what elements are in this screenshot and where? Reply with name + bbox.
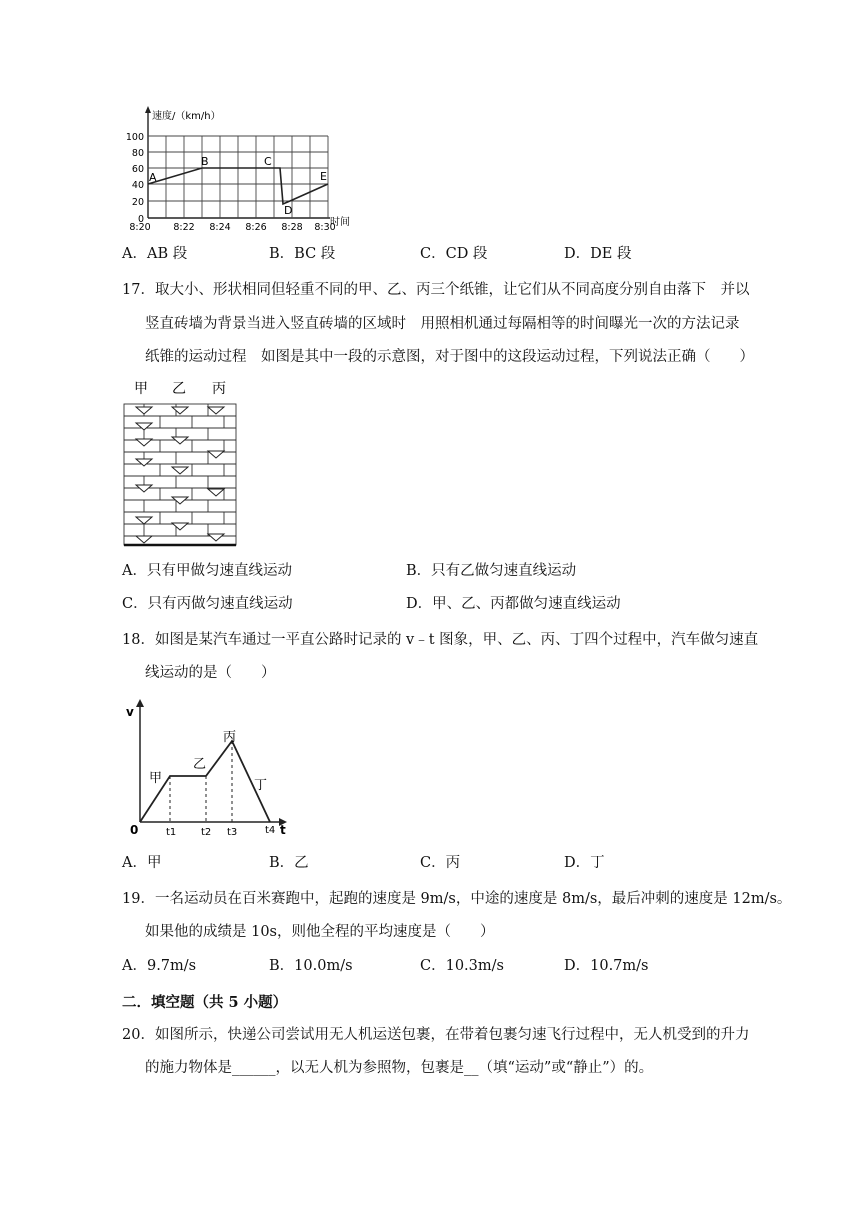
- t4-label: t4: [265, 825, 276, 836]
- q16-option-b[interactable]: B．BC 段: [269, 246, 336, 262]
- q20-stem-line: 20．如图所示，快递公司尝试用无人机运送包裹，在带着包裹匀速飞行过程中，无人机受到的升力: [122, 1027, 750, 1043]
- stage-label-ding: 丁: [254, 778, 268, 793]
- v-axis-label: v: [126, 705, 134, 719]
- q20-stem-line: 的施力物体是______，以无人机为参照物，包裹是__（填“运动”或“静止”）的。: [145, 1060, 654, 1076]
- stage-label-jia: 甲: [149, 771, 163, 786]
- q18-stem-line: 线运动的是（ ）: [145, 665, 276, 681]
- point-label: A: [149, 171, 157, 184]
- q19-stem-line: 19．一名运动员在百米赛跑中，起跑的速度是 9m/s，中途的速度是 8m/s，最后冲刺的速度是 12m/s。: [122, 891, 792, 907]
- q17-stem-line: 17．取大小、形状相同但轻重不同的甲、乙、丙三个纸锥，让它们从不同高度分别自由落下 并以: [122, 282, 750, 298]
- q17-stem-line: 纸锥的运动过程 如图是其中一段的示意图，对于图中的这段运动过程，下列说法正确（ ）: [145, 349, 754, 365]
- t-axis-label: t: [280, 823, 286, 837]
- point-label: B: [201, 155, 209, 168]
- ytick: 0: [137, 214, 144, 225]
- brick-wall-figure: [120, 378, 242, 550]
- t1-label: t1: [166, 827, 177, 838]
- q18-option-a[interactable]: A．甲: [122, 855, 162, 871]
- q16-option-a[interactable]: A．AB 段: [122, 246, 188, 262]
- cone-label-yi: 乙: [172, 381, 186, 397]
- ytick: 60: [131, 164, 144, 175]
- ytick: 80: [131, 148, 144, 159]
- fig16-ylabel: 速度/（km/h）: [152, 111, 221, 122]
- point-label: E: [320, 170, 327, 183]
- ytick: 40: [131, 180, 144, 191]
- speed-time-figure: [118, 100, 358, 235]
- q16-option-c[interactable]: C．CD 段: [420, 246, 488, 262]
- q17-option-b[interactable]: B．只有乙做匀速直线运动: [406, 563, 577, 579]
- cone-label-jia: 甲: [134, 381, 148, 397]
- q17-option-d[interactable]: D．甲、乙、丙都做匀速直线运动: [406, 596, 621, 612]
- xtick: 8:22: [173, 222, 195, 233]
- stage-label-bing: 丙: [223, 730, 237, 745]
- q18-option-c[interactable]: C．丙: [420, 855, 461, 871]
- cone-label-bing: 丙: [212, 381, 226, 397]
- q17-option-a[interactable]: A．只有甲做匀速直线运动: [122, 563, 292, 579]
- origin-label: 0: [130, 823, 139, 837]
- t2-label: t2: [201, 827, 212, 838]
- q19-option-c[interactable]: C．10.3m/s: [420, 958, 504, 974]
- point-label: C: [264, 155, 272, 168]
- q17-stem-line: 竖直砖墙为背景当进入竖直砖墙的区域时 用照相机通过每隔相等的时间曝光一次的方法记录: [145, 316, 740, 332]
- q18-stem-line: 18．如图是某汽车通过一平直公路时记录的 v﹣t 图象，甲、乙、丙、丁四个过程中，汽车做匀速直: [122, 632, 759, 648]
- q19-option-d[interactable]: D．10.7m/s: [564, 958, 649, 974]
- ytick: 100: [125, 132, 144, 143]
- fig16-xlabel: 时间: [330, 217, 350, 228]
- xtick: 8:20: [129, 222, 151, 233]
- q19-option-b[interactable]: B．10.0m/s: [269, 958, 353, 974]
- q19-option-a[interactable]: A．9.7m/s: [122, 958, 197, 974]
- point-label: D: [284, 204, 293, 217]
- t3-label: t3: [227, 827, 238, 838]
- q18-option-b[interactable]: B．乙: [269, 855, 309, 871]
- xtick: 8:28: [281, 222, 303, 233]
- q16-option-d[interactable]: D．DE 段: [564, 246, 632, 262]
- section-title: 二．填空题（共 5 小题）: [122, 994, 288, 1011]
- q17-option-c[interactable]: C．只有丙做匀速直线运动: [122, 596, 293, 612]
- xtick: 8:26: [245, 222, 267, 233]
- v-t-figure: [122, 694, 297, 840]
- stage-label-yi: 乙: [193, 757, 207, 772]
- xtick: 8:24: [209, 222, 231, 233]
- ytick: 20: [131, 197, 144, 208]
- xtick: 8:30: [314, 222, 336, 233]
- q19-stem-line: 如果他的成绩是 10s，则他全程的平均速度是（ ）: [145, 924, 495, 940]
- q18-option-d[interactable]: D．丁: [564, 855, 605, 871]
